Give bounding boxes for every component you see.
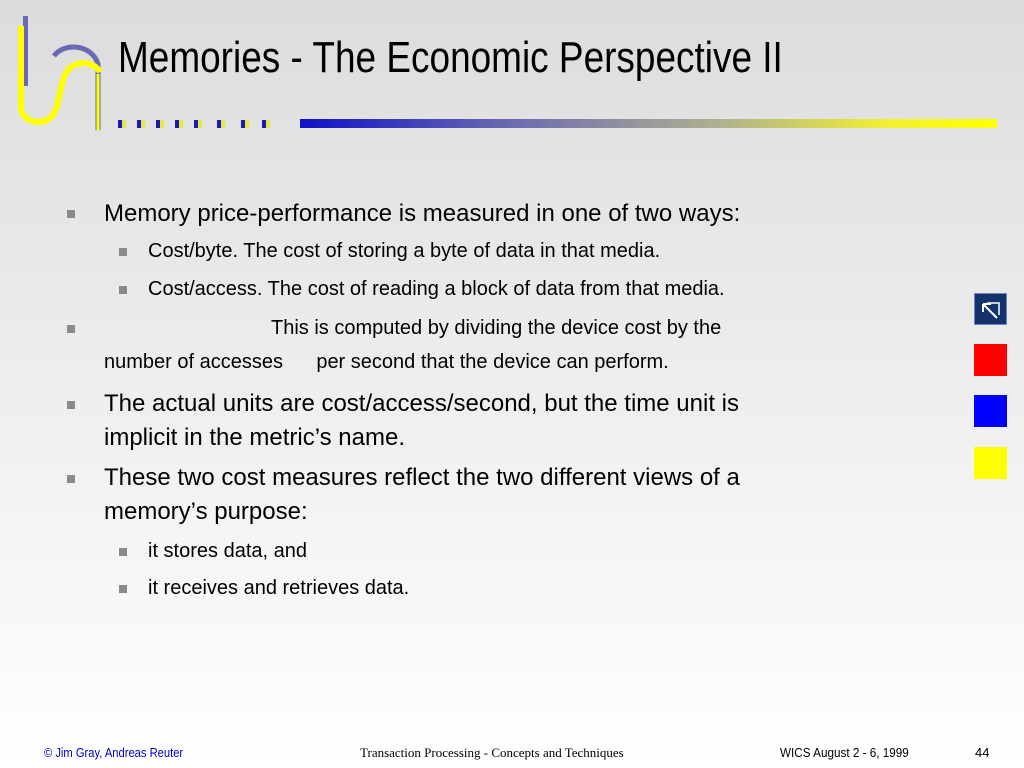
bullet-4-line-2: memory’s purpose: — [104, 498, 308, 525]
arrow-link-icon — [975, 294, 1006, 324]
bullet-3-line-2: implicit in the metric’s name. — [104, 424, 405, 451]
sub-bullet-1: Cost/byte. The cost of storing a byte of data in that media. — [148, 240, 661, 262]
footer-copyright: © Jim Gray, Andreas Reuter — [44, 745, 184, 760]
title-gradient-bar — [300, 119, 997, 128]
bullet-4-line-1: These two cost measures reflect the two different views of a — [104, 464, 740, 491]
sub-bullet-4: it receives and retrieves data. — [148, 577, 410, 599]
sub-bullet-marker — [119, 248, 127, 256]
title-dots-decoration — [118, 120, 278, 128]
bullet-marker — [67, 401, 75, 409]
nav-red-button[interactable] — [974, 344, 1007, 376]
bullet-2-line-1: This is computed by dividing the device cost by the — [271, 317, 722, 339]
footer-page-number: 44 — [975, 745, 990, 760]
nav-yellow-button[interactable] — [974, 447, 1007, 479]
nav-link-button[interactable] — [974, 293, 1007, 325]
bullet-marker — [67, 475, 75, 483]
logo-graphic — [14, 14, 114, 132]
bullet-2-line-2: number of accesses per second that the device can perform. — [104, 351, 669, 373]
bullet-1: Memory price-performance is measured in one of two ways: — [104, 200, 741, 227]
bullet-marker — [67, 210, 75, 218]
footer-course: Transaction Processing - Concepts and Techniques — [360, 745, 624, 760]
bullet-marker — [67, 325, 75, 333]
sub-bullet-marker — [119, 548, 127, 556]
sub-bullet-2: Cost/access. The cost of reading a block of data from that media. — [148, 278, 725, 300]
nav-blue-button[interactable] — [974, 395, 1007, 427]
sub-bullet-marker — [119, 286, 127, 294]
footer-event: WICS August 2 - 6, 1999 — [780, 745, 909, 760]
sub-bullet-3: it stores data, and — [148, 540, 307, 562]
sub-bullet-marker — [119, 585, 127, 593]
slide-title: Memories - The Economic Perspective II — [118, 33, 783, 82]
bullet-3-line-1: The actual units are cost/access/second, but the time unit is — [104, 390, 739, 417]
